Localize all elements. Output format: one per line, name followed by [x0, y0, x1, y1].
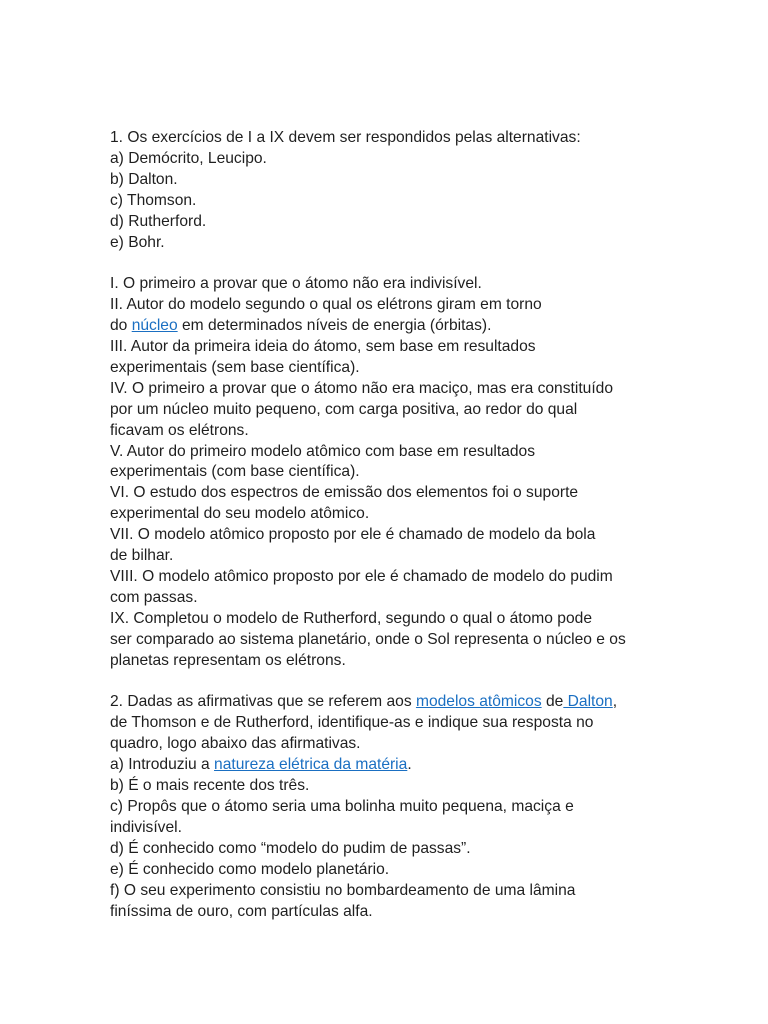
item-vii-line-2: de bilhar. [110, 547, 174, 565]
item-iv-line-1: IV. O primeiro a provar que o átomo não era maciço, mas era constituído [110, 379, 614, 397]
item-ix-line-1: IX. Completou o modelo de Rutherford, segundo o qual o átomo pode [110, 609, 592, 627]
option-d: d) Rutherford. [110, 212, 207, 230]
question-2-intro-prefix: 2. Dadas as afirmativas que se referem aos [110, 693, 416, 711]
document-body [110, 128, 670, 922]
paragraph-spacer [110, 253, 670, 274]
statement-c-line-1: c) Propôs que o átomo seria uma bolinha muito pequena, maciça e [110, 797, 574, 815]
item-iv-line-3: ficavam os elétrons. [110, 421, 249, 439]
item-ii-suffix: em determinados níveis de energia (órbitas). [177, 317, 492, 335]
item-v-line-1: V. Autor do primeiro modelo atômico com base em resultados [110, 442, 535, 460]
statement-c-line-2: indivisível. [110, 818, 182, 836]
question-2-intro-line-3: quadro, logo abaixo das afirmativas. [110, 735, 361, 753]
option-b: b) Dalton. [110, 170, 178, 188]
item-vi-line-1: VI. O estudo dos espectros de emissão dos elementos foi o suporte [110, 484, 579, 502]
question-2-intro-mid: de [541, 693, 564, 711]
option-c: c) Thomson. [110, 191, 197, 209]
item-ii-prefix: do [110, 317, 132, 335]
item-vii-line-1: VII. O modelo atômico proposto por ele é chamado de modelo da bola [110, 526, 596, 544]
natureza-eletrica-link[interactable]: natureza elétrica da matéria [214, 756, 408, 774]
item-ii-line-1: II. Autor do modelo segundo o qual os elétrons giram em torno [110, 296, 542, 314]
item-iii-line-1: III. Autor da primeira ideia do átomo, sem base em resultados [110, 338, 536, 356]
item-ix-line-3: planetas representam os elétrons. [110, 651, 346, 669]
dalton-link[interactable]: Dalton [563, 693, 613, 711]
item-ii-line-2 [110, 316, 670, 337]
statement-e: e) É conhecido como modelo planetário. [110, 860, 390, 878]
option-e: e) Bohr. [110, 233, 165, 251]
modelos-atomicos-link[interactable]: modelos atômicos [415, 693, 542, 711]
statement-a-suffix: . [407, 756, 412, 774]
item-iv-line-2: por um núcleo muito pequeno, com carga positiva, ao redor do qual [110, 400, 578, 418]
item-vi-line-2: experimental do seu modelo atômico. [110, 505, 370, 523]
item-iii-line-2: experimentais (sem base científica). [110, 358, 360, 376]
option-a: a) Demócrito, Leucipo. [110, 149, 267, 167]
item-viii-line-1: VIII. O modelo atômico proposto por ele é chamado de modelo do pudim [110, 568, 613, 586]
question-2-intro-suffix: , [612, 693, 618, 711]
nucleo-link[interactable]: núcleo [131, 317, 178, 335]
statement-f-line-1: f) O seu experimento consistiu no bombardeamento de uma lâmina [110, 881, 576, 899]
statement-a [110, 755, 670, 776]
statement-b: b) É o mais recente dos três. [110, 777, 310, 795]
statement-d: d) É conhecido como “modelo do pudim de passas”. [110, 839, 471, 857]
item-v-line-2: experimentais (com base científica). [110, 463, 360, 481]
item-ix-line-2: ser comparado ao sistema planetário, onde o Sol representa o núcleo e os [110, 630, 626, 648]
paragraph-spacer [110, 672, 670, 693]
question-1-intro: 1. Os exercícios de I a IX devem ser respondidos pelas alternativas: [110, 129, 581, 146]
statement-a-prefix: a) Introduziu a [110, 756, 215, 774]
item-i: I. O primeiro a provar que o átomo não era indivisível. [110, 275, 482, 293]
item-viii-line-2: com passas. [110, 588, 198, 606]
question-2-intro-line-1 [110, 692, 670, 713]
question-2-intro-line-2: de Thomson e de Rutherford, identifique-as e indique sua resposta no [110, 714, 594, 732]
statement-f-line-2: finíssima de ouro, com partículas alfa. [110, 902, 373, 920]
